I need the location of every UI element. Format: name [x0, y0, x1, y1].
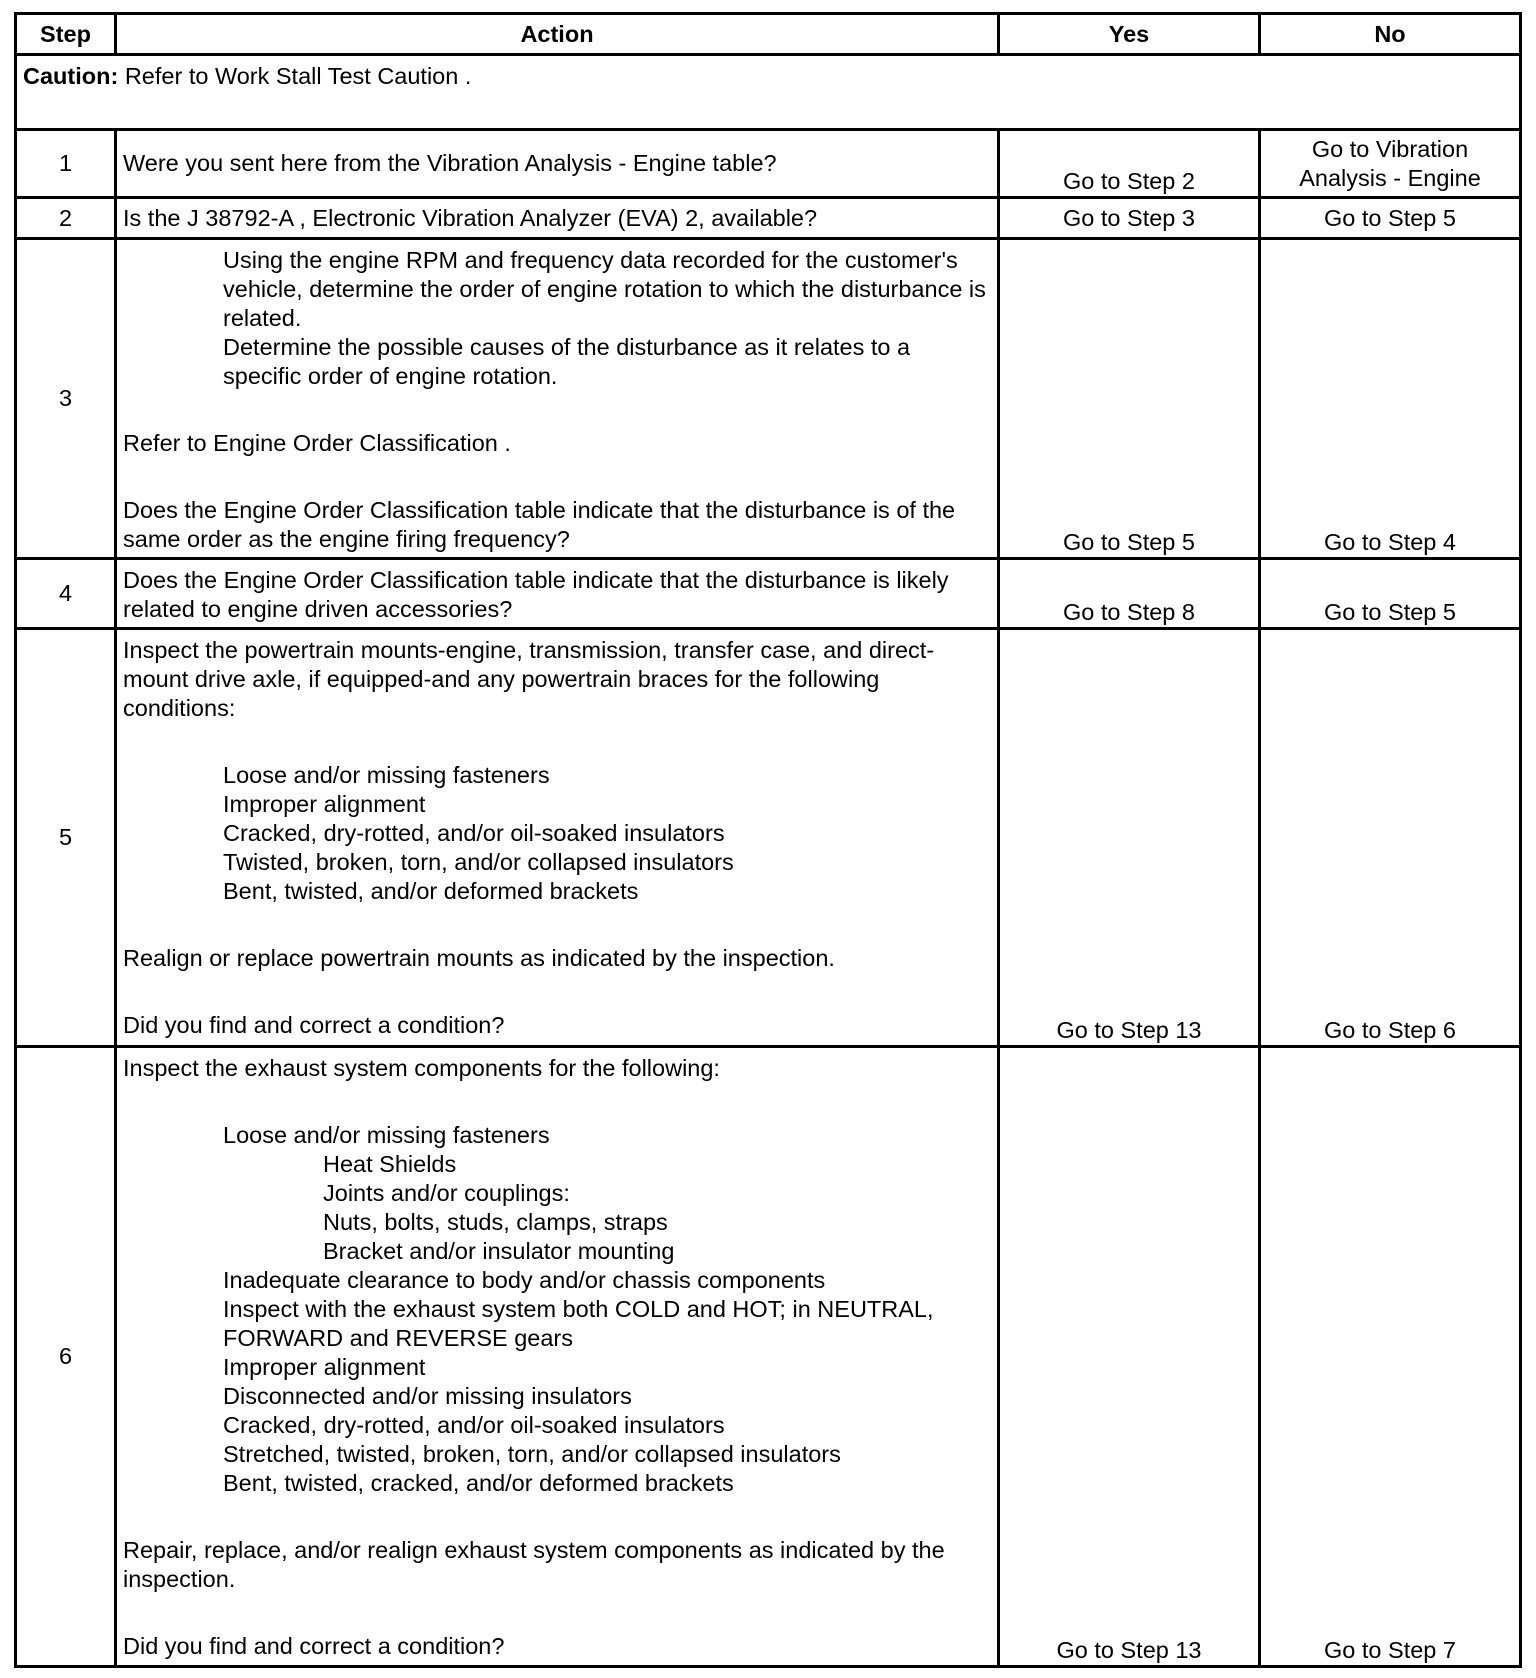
- table-row: [16, 559, 1521, 629]
- header-yes: Yes: [999, 14, 1260, 55]
- table-row: [16, 130, 1521, 198]
- caution-cell: [16, 55, 1521, 130]
- action-intro: Inspect the powertrain mounts-engine, transmission, transfer case, and direct-mount drive axle, if equipped-and any powertrain braces for the following conditions:: [123, 637, 935, 721]
- no-result: Go to Step 4: [1260, 239, 1521, 559]
- diagnostic-table-page: [14, 12, 1519, 1672]
- action-subitem: Heat Shields: [323, 1151, 457, 1177]
- action-cell: [116, 629, 999, 1047]
- action-subitem: Nuts, bolts, studs, clamps, straps: [323, 1209, 668, 1235]
- action-item: Disconnected and/or missing insulators: [223, 1383, 632, 1409]
- no-result: Go to Step 6: [1260, 629, 1521, 1047]
- no-result: Go to Step 7: [1260, 1047, 1521, 1667]
- action-instruction: Realign or replace powertrain mounts as indicated by the inspection.: [123, 945, 835, 971]
- diagnostic-table: [14, 12, 1522, 1668]
- yes-result: Go to Step 3: [999, 198, 1260, 239]
- action-refer: Refer to Engine Order Classification .: [123, 430, 511, 456]
- action-question: Does the Engine Order Classification table indicate that the disturbance is likely related to engine driven accessories?: [116, 559, 999, 629]
- action-item: Determine the possible causes of the disturbance as it relates to a specific order of engine rotation.: [223, 334, 911, 389]
- action-question: Were you sent here from the Vibration Analysis - Engine table?: [116, 130, 999, 198]
- action-item: Inadequate clearance to body and/or chassis components: [223, 1267, 826, 1293]
- no-result-line: Analysis - Engine: [1299, 164, 1481, 191]
- step-number: 6: [16, 1047, 116, 1667]
- yes-result: Go to Step 2: [999, 130, 1260, 198]
- action-intro: Inspect the exhaust system components for the following:: [123, 1055, 720, 1081]
- yes-result: Go to Step 8: [999, 559, 1260, 629]
- caution-row: [16, 55, 1521, 130]
- action-item: Stretched, twisted, broken, torn, and/or collapsed insulators: [223, 1441, 841, 1467]
- table-row: [16, 1047, 1521, 1667]
- no-result: Go to Step 5: [1260, 559, 1521, 629]
- action-question: Does the Engine Order Classification table indicate that the disturbance is of the same order as the engine firing frequency?: [123, 497, 956, 552]
- action-question: Did you find and correct a condition?: [123, 1633, 505, 1659]
- action-item: Improper alignment: [223, 791, 426, 817]
- action-subitem: Joints and/or couplings:: [323, 1180, 570, 1206]
- action-cell: [116, 1047, 999, 1667]
- action-item: Cracked, dry-rotted, and/or oil-soaked insulators: [223, 1412, 725, 1438]
- action-item: Using the engine RPM and frequency data recorded for the customer's vehicle, determine the order of engine rotation to which the disturbance is related.: [223, 247, 986, 331]
- action-item: Improper alignment: [223, 1354, 426, 1380]
- caution-label: Caution:: [23, 63, 119, 89]
- header-no: No: [1260, 14, 1521, 55]
- step-number: 5: [16, 629, 116, 1047]
- action-question: Did you find and correct a condition?: [123, 1012, 505, 1038]
- action-item: Bent, twisted, and/or deformed brackets: [223, 878, 639, 904]
- action-item: Bent, twisted, cracked, and/or deformed brackets: [223, 1470, 734, 1496]
- step-number: 3: [16, 239, 116, 559]
- step-number: 1: [16, 130, 116, 198]
- yes-result: Go to Step 13: [999, 1047, 1260, 1667]
- yes-result: Go to Step 5: [999, 239, 1260, 559]
- table-row: [16, 629, 1521, 1047]
- no-result: [1260, 130, 1521, 198]
- no-result-line: Go to Vibration: [1311, 135, 1469, 162]
- step-number: 2: [16, 198, 116, 239]
- action-subitem: Bracket and/or insulator mounting: [323, 1238, 675, 1264]
- header-row: [16, 14, 1521, 55]
- caution-text: Refer to Work Stall Test Caution .: [124, 63, 472, 89]
- action-instruction: Repair, replace, and/or realign exhaust system components as indicated by the inspection.: [123, 1537, 945, 1592]
- action-item: Twisted, broken, torn, and/or collapsed insulators: [223, 849, 734, 875]
- action-item: Loose and/or missing fasteners: [223, 762, 550, 788]
- action-item: Loose and/or missing fasteners: [223, 1122, 550, 1148]
- action-item: Cracked, dry-rotted, and/or oil-soaked insulators: [223, 820, 725, 846]
- yes-result: Go to Step 13: [999, 629, 1260, 1047]
- header-action: Action: [116, 14, 999, 55]
- no-result: Go to Step 5: [1260, 198, 1521, 239]
- action-cell: [116, 239, 999, 559]
- table-row: [16, 198, 1521, 239]
- action-item: Inspect with the exhaust system both COLD and HOT; in NEUTRAL, FORWARD and REVERSE gears: [223, 1296, 934, 1351]
- header-step: Step: [16, 14, 116, 55]
- step-number: 4: [16, 559, 116, 629]
- action-question: Is the J 38792-A , Electronic Vibration Analyzer (EVA) 2, available?: [116, 198, 999, 239]
- table-row: [16, 239, 1521, 559]
